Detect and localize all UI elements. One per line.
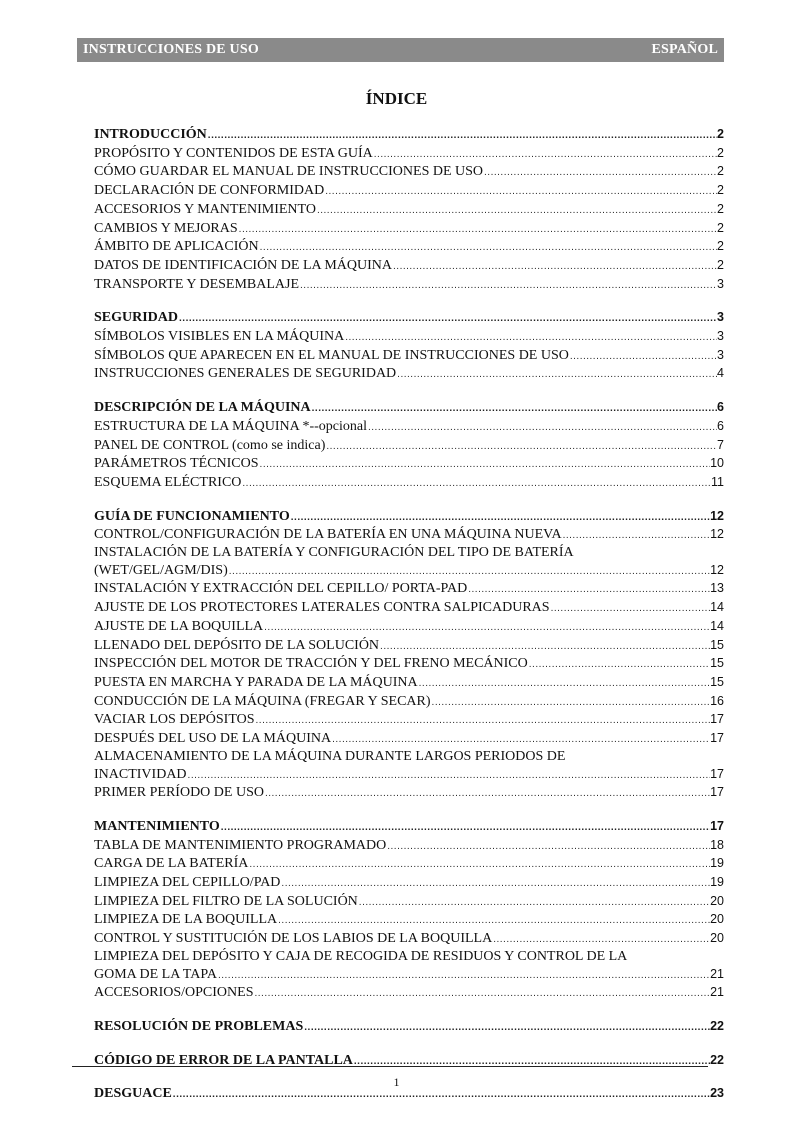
- toc-entry-page: 17: [710, 818, 724, 833]
- toc-entry[interactable]: [94, 347, 724, 366]
- toc-entry-page: 12: [710, 508, 724, 523]
- toc-entry[interactable]: [94, 837, 724, 856]
- toc-entry[interactable]: [94, 257, 724, 276]
- toc-entry-page: 18: [710, 837, 724, 852]
- toc-entry-title-first-line: LIMPIEZA DEL DEPÓSITO Y CAJA DE RECOGIDA DE RESIDUOS Y CONTROL DE LA: [94, 948, 628, 964]
- toc-entry-title: PANEL DE CONTROL (como se indica): [94, 437, 326, 453]
- dot-leader: [358, 895, 710, 912]
- dot-leader: [217, 968, 710, 985]
- dot-leader: [263, 620, 710, 637]
- toc-section-heading[interactable]: [94, 309, 724, 328]
- dot-leader: [467, 582, 710, 599]
- toc-entry[interactable]: [94, 911, 724, 930]
- dot-leader: [290, 510, 710, 527]
- toc-entry[interactable]: [94, 328, 724, 347]
- toc-entry-title: AJUSTE DE LA BOQUILLA: [94, 618, 264, 634]
- dot-leader: [373, 147, 717, 164]
- toc-entry[interactable]: [94, 201, 724, 220]
- toc-entry-title: LIMPIEZA DE LA BOQUILLA: [94, 912, 278, 928]
- toc-entry[interactable]: [94, 893, 724, 912]
- toc-entry-title: INACTIVIDAD: [94, 766, 187, 782]
- toc-entry-title: VACIAR LOS DEPÓSITOS: [94, 712, 255, 728]
- dot-leader: [550, 601, 711, 618]
- toc-entry[interactable]: [94, 562, 724, 581]
- toc-entry-title: LIMPIEZA DEL FILTRO DE LA SOLUCIÓN: [94, 893, 358, 909]
- toc-entry-page: 20: [710, 931, 724, 946]
- toc-entry-title: DESCRIPCIÓN DE LA MÁQUINA: [94, 400, 311, 416]
- dot-leader: [277, 913, 710, 930]
- toc-entry[interactable]: [94, 674, 724, 693]
- toc-entry-page: 22: [710, 1052, 724, 1067]
- toc-entry-title: CONTROL/CONFIGURACIÓN DE LA BATERÍA EN UNA MÁQUINA NUEVA: [94, 527, 562, 543]
- toc-entry[interactable]: [94, 784, 724, 803]
- toc-entry-title: LLENADO DEL DEPÓSITO DE LA SOLUCIÓN: [94, 637, 380, 653]
- toc-entry-page: 19: [710, 875, 724, 890]
- toc-entry-page: 2: [717, 164, 724, 179]
- toc-entry-page: 15: [710, 637, 724, 652]
- table-of-contents: [94, 126, 724, 1104]
- toc-entry-page: 17: [710, 766, 724, 781]
- toc-entry-title: GUÍA DE FUNCIONAMIENTO: [94, 508, 290, 524]
- toc-entry-page: 17: [710, 712, 724, 727]
- dot-leader: [379, 639, 710, 656]
- toc-entry-page: 6: [717, 418, 724, 433]
- toc-entry-page: 3: [717, 276, 724, 291]
- toc-entry-title-first-line: INSTALACIÓN DE LA BATERÍA Y CONFIGURACIÓN DEL TIPO DE BATERÍA: [94, 545, 574, 561]
- dot-leader: [238, 222, 717, 239]
- toc-entry-title: GOMA DE LA TAPA: [94, 966, 217, 982]
- toc-section: [94, 1052, 724, 1071]
- toc-entry-title: SÍMBOLOS QUE APARECEN EN EL MANUAL DE INSTRUCCIONES DE USO: [94, 347, 569, 363]
- dot-leader: [228, 564, 710, 581]
- toc-entry-title: (WET/GEL/AGM/DIS): [94, 562, 228, 578]
- toc-entry-page: 2: [717, 201, 724, 216]
- toc-entry-page: 17: [710, 731, 724, 746]
- dot-leader: [562, 528, 711, 545]
- toc-entry-title: ÁMBITO DE APLICACIÓN: [94, 239, 259, 255]
- toc-entry-page: 14: [710, 618, 724, 633]
- toc-entry-title: ESTRUCTURA DE LA MÁQUINA *--opcional: [94, 418, 367, 434]
- toc-entry-page: 14: [710, 600, 724, 615]
- toc-entry[interactable]: [94, 163, 724, 182]
- dot-leader: [241, 476, 711, 493]
- toc-entry-title: CARGA DE LA BATERÍA: [94, 856, 249, 872]
- dot-leader: [392, 259, 717, 276]
- toc-entry-title: CONTROL Y SUSTITUCIÓN DE LOS LABIOS DE LA BOQUILLA: [94, 931, 493, 947]
- toc-entry-page: 12: [710, 562, 724, 577]
- toc-entry-page: 17: [710, 785, 724, 800]
- toc-entry-page: 6: [717, 400, 724, 415]
- dot-leader: [418, 676, 710, 693]
- toc-entry-title: ACCESORIOS/OPCIONES: [94, 985, 254, 1001]
- toc-entry[interactable]: [94, 580, 724, 599]
- toc-entry[interactable]: [94, 599, 724, 618]
- dot-leader: [311, 401, 717, 418]
- toc-entry[interactable]: [94, 365, 724, 384]
- toc-section-heading[interactable]: [94, 126, 724, 145]
- dot-leader: [255, 713, 711, 730]
- toc-entry-page: 2: [717, 145, 724, 160]
- dot-leader: [344, 330, 717, 347]
- toc-entry[interactable]: [94, 526, 724, 545]
- toc-entry-title: CÓDIGO DE ERROR DE LA PANTALLA: [94, 1052, 353, 1068]
- toc-entry-title: TABLA DE MANTENIMIENTO PROGRAMADO: [94, 837, 387, 853]
- toc-entry[interactable]: [94, 220, 724, 239]
- toc-entry-title: DESPUÉS DEL USO DE LA MÁQUINA: [94, 731, 332, 747]
- toc-entry-title: ESQUEMA ELÉCTRICO: [94, 474, 242, 490]
- toc-entry-title: PRIMER PERÍODO DE USO: [94, 785, 264, 801]
- toc-entry-title: CONDUCCIÓN DE LA MÁQUINA (FREGAR Y SECAR): [94, 693, 431, 709]
- toc-entry-page: 4: [717, 366, 724, 381]
- toc-entry[interactable]: [94, 855, 724, 874]
- dot-leader: [280, 876, 710, 893]
- dot-leader: [353, 1054, 710, 1071]
- toc-entry[interactable]: [94, 418, 724, 437]
- dot-leader: [248, 857, 710, 874]
- dot-leader: [528, 657, 710, 674]
- toc-entry-page: 10: [710, 456, 724, 471]
- dot-leader: [431, 695, 711, 712]
- page-number: 1: [393, 1075, 400, 1089]
- dot-leader: [259, 240, 717, 257]
- footer-divider: [72, 1066, 708, 1067]
- toc-entry-page: 19: [710, 856, 724, 871]
- dot-leader: [259, 457, 711, 474]
- dot-leader: [187, 768, 711, 785]
- toc-entry[interactable]: [94, 437, 724, 456]
- toc-entry-title: INSTALACIÓN Y EXTRACCIÓN DEL CEPILLO/ PORTA-PAD: [94, 581, 468, 597]
- toc-entry-page: 15: [710, 674, 724, 689]
- header-left-title: INSTRUCCIONES DE USO: [83, 42, 259, 57]
- toc-entry-page: 11: [711, 474, 724, 489]
- toc-entry-title: MANTENIMIENTO: [94, 818, 220, 834]
- dot-leader: [264, 786, 710, 803]
- dot-leader: [220, 820, 710, 837]
- toc-section: [94, 818, 724, 1003]
- toc-section-heading[interactable]: [94, 818, 724, 837]
- toc-section-heading[interactable]: [94, 1018, 724, 1037]
- toc-entry-page: 15: [710, 656, 724, 671]
- toc-section: [94, 399, 724, 493]
- toc-entry-page: 21: [710, 985, 724, 1000]
- toc-entry-page: 22: [710, 1018, 724, 1033]
- header-language: ESPAÑOL: [651, 42, 718, 57]
- toc-section-heading[interactable]: [94, 1052, 724, 1071]
- toc-entry-title: CAMBIOS Y MEJORAS: [94, 220, 238, 236]
- toc-entry[interactable]: [94, 182, 724, 201]
- toc-entry-page: 16: [710, 693, 724, 708]
- toc-entry-page: 13: [710, 581, 724, 596]
- toc-entry[interactable]: [94, 455, 724, 474]
- toc-entry[interactable]: [94, 145, 724, 164]
- header-bar: [77, 38, 724, 62]
- toc-entry-page: 2: [717, 127, 724, 141]
- toc-section-heading[interactable]: [94, 508, 724, 527]
- toc-entry[interactable]: [94, 874, 724, 893]
- toc-entry-title: INSPECCIÓN DEL MOTOR DE TRACCIÓN Y DEL FRENO MECÁNICO: [94, 656, 528, 672]
- toc-entry-page: 20: [710, 893, 724, 908]
- toc-entry-page: 3: [717, 347, 724, 362]
- toc-entry-title: ACCESORIOS Y MANTENIMIENTO: [94, 201, 316, 217]
- toc-entry[interactable]: [94, 655, 724, 674]
- page-title: ÍNDICE: [365, 89, 428, 108]
- toc-entry[interactable]: [94, 474, 724, 493]
- toc-entry-title: INTRODUCCIÓN: [94, 127, 207, 142]
- toc-entry-title: AJUSTE DE LOS PROTECTORES LATERALES CONTRA SALPICADURAS: [94, 600, 550, 616]
- toc-entry-page: 2: [717, 183, 724, 198]
- toc-entry-page: 23: [710, 1086, 724, 1101]
- toc-entry-title: PROPÓSITO Y CONTENIDOS DE ESTA GUÍA: [94, 145, 373, 161]
- toc-entry-page: 2: [717, 220, 724, 235]
- toc-entry-title: TRANSPORTE Y DESEMBALAJE: [94, 276, 300, 292]
- toc-entry-page: 3: [717, 310, 724, 325]
- dot-leader: [299, 278, 717, 295]
- toc-entry-page: 12: [710, 527, 724, 542]
- toc-entry[interactable]: [94, 966, 724, 985]
- toc-entry-title: CÓMO GUARDAR EL MANUAL DE INSTRUCCIONES DE USO: [94, 164, 484, 180]
- toc-entry-title: DECLARACIÓN DE CONFORMIDAD: [94, 183, 325, 199]
- toc-entry[interactable]: [94, 930, 724, 949]
- toc-entry[interactable]: [94, 618, 724, 637]
- toc-section: [94, 508, 724, 803]
- dot-leader: [207, 128, 717, 145]
- dot-leader: [303, 1020, 710, 1037]
- toc-entry-page: 2: [717, 257, 724, 272]
- toc-entry-title: DESGUACE: [94, 1086, 172, 1102]
- dot-leader: [253, 986, 710, 1003]
- dot-leader: [325, 439, 717, 456]
- dot-leader: [324, 184, 717, 201]
- toc-entry[interactable]: [94, 276, 724, 295]
- dot-leader: [492, 932, 710, 949]
- toc-entry-title-first-line: ALMACENAMIENTO DE LA MÁQUINA DURANTE LARGOS PERIODOS DE: [94, 748, 566, 764]
- toc-entry-page: 7: [717, 437, 724, 452]
- toc-entry-title: SÍMBOLOS VISIBLES EN LA MÁQUINA: [94, 329, 345, 345]
- toc-entry[interactable]: [94, 730, 724, 749]
- toc-section: [94, 1018, 724, 1037]
- dot-leader: [396, 367, 717, 384]
- toc-entry-title: RESOLUCIÓN DE PROBLEMAS: [94, 1018, 304, 1034]
- toc-entry[interactable]: [94, 984, 724, 1003]
- toc-entry-title: INSTRUCCIONES GENERALES DE SEGURIDAD: [94, 366, 397, 382]
- toc-entry[interactable]: [94, 693, 724, 712]
- dot-leader: [178, 311, 717, 328]
- toc-entry-page: 21: [710, 966, 724, 981]
- toc-section: [94, 309, 724, 384]
- toc-section: [94, 126, 724, 294]
- toc-entry-page: 2: [717, 239, 724, 254]
- dot-leader: [316, 203, 717, 220]
- dot-leader: [569, 349, 717, 366]
- toc-entry[interactable]: [94, 637, 724, 656]
- toc-entry-title: DATOS DE IDENTIFICACIÓN DE LA MÁQUINA: [94, 257, 393, 273]
- toc-entry[interactable]: [94, 766, 724, 785]
- toc-entry-title: PUESTA EN MARCHA Y PARADA DE LA MÁQUINA: [94, 674, 418, 690]
- toc-entry-title: LIMPIEZA DEL CEPILLO/PAD: [94, 875, 281, 891]
- toc-entry[interactable]: [94, 238, 724, 257]
- dot-leader: [331, 732, 710, 749]
- dot-leader: [386, 839, 710, 856]
- toc-entry-page: 3: [717, 329, 724, 344]
- toc-entry-page: 20: [710, 912, 724, 927]
- toc-section-heading[interactable]: [94, 399, 724, 418]
- dot-leader: [483, 165, 717, 182]
- dot-leader: [367, 420, 717, 437]
- toc-entry-title: SEGURIDAD: [94, 310, 179, 326]
- toc-entry-title: PARÁMETROS TÉCNICOS: [94, 456, 259, 472]
- toc-entry[interactable]: [94, 711, 724, 730]
